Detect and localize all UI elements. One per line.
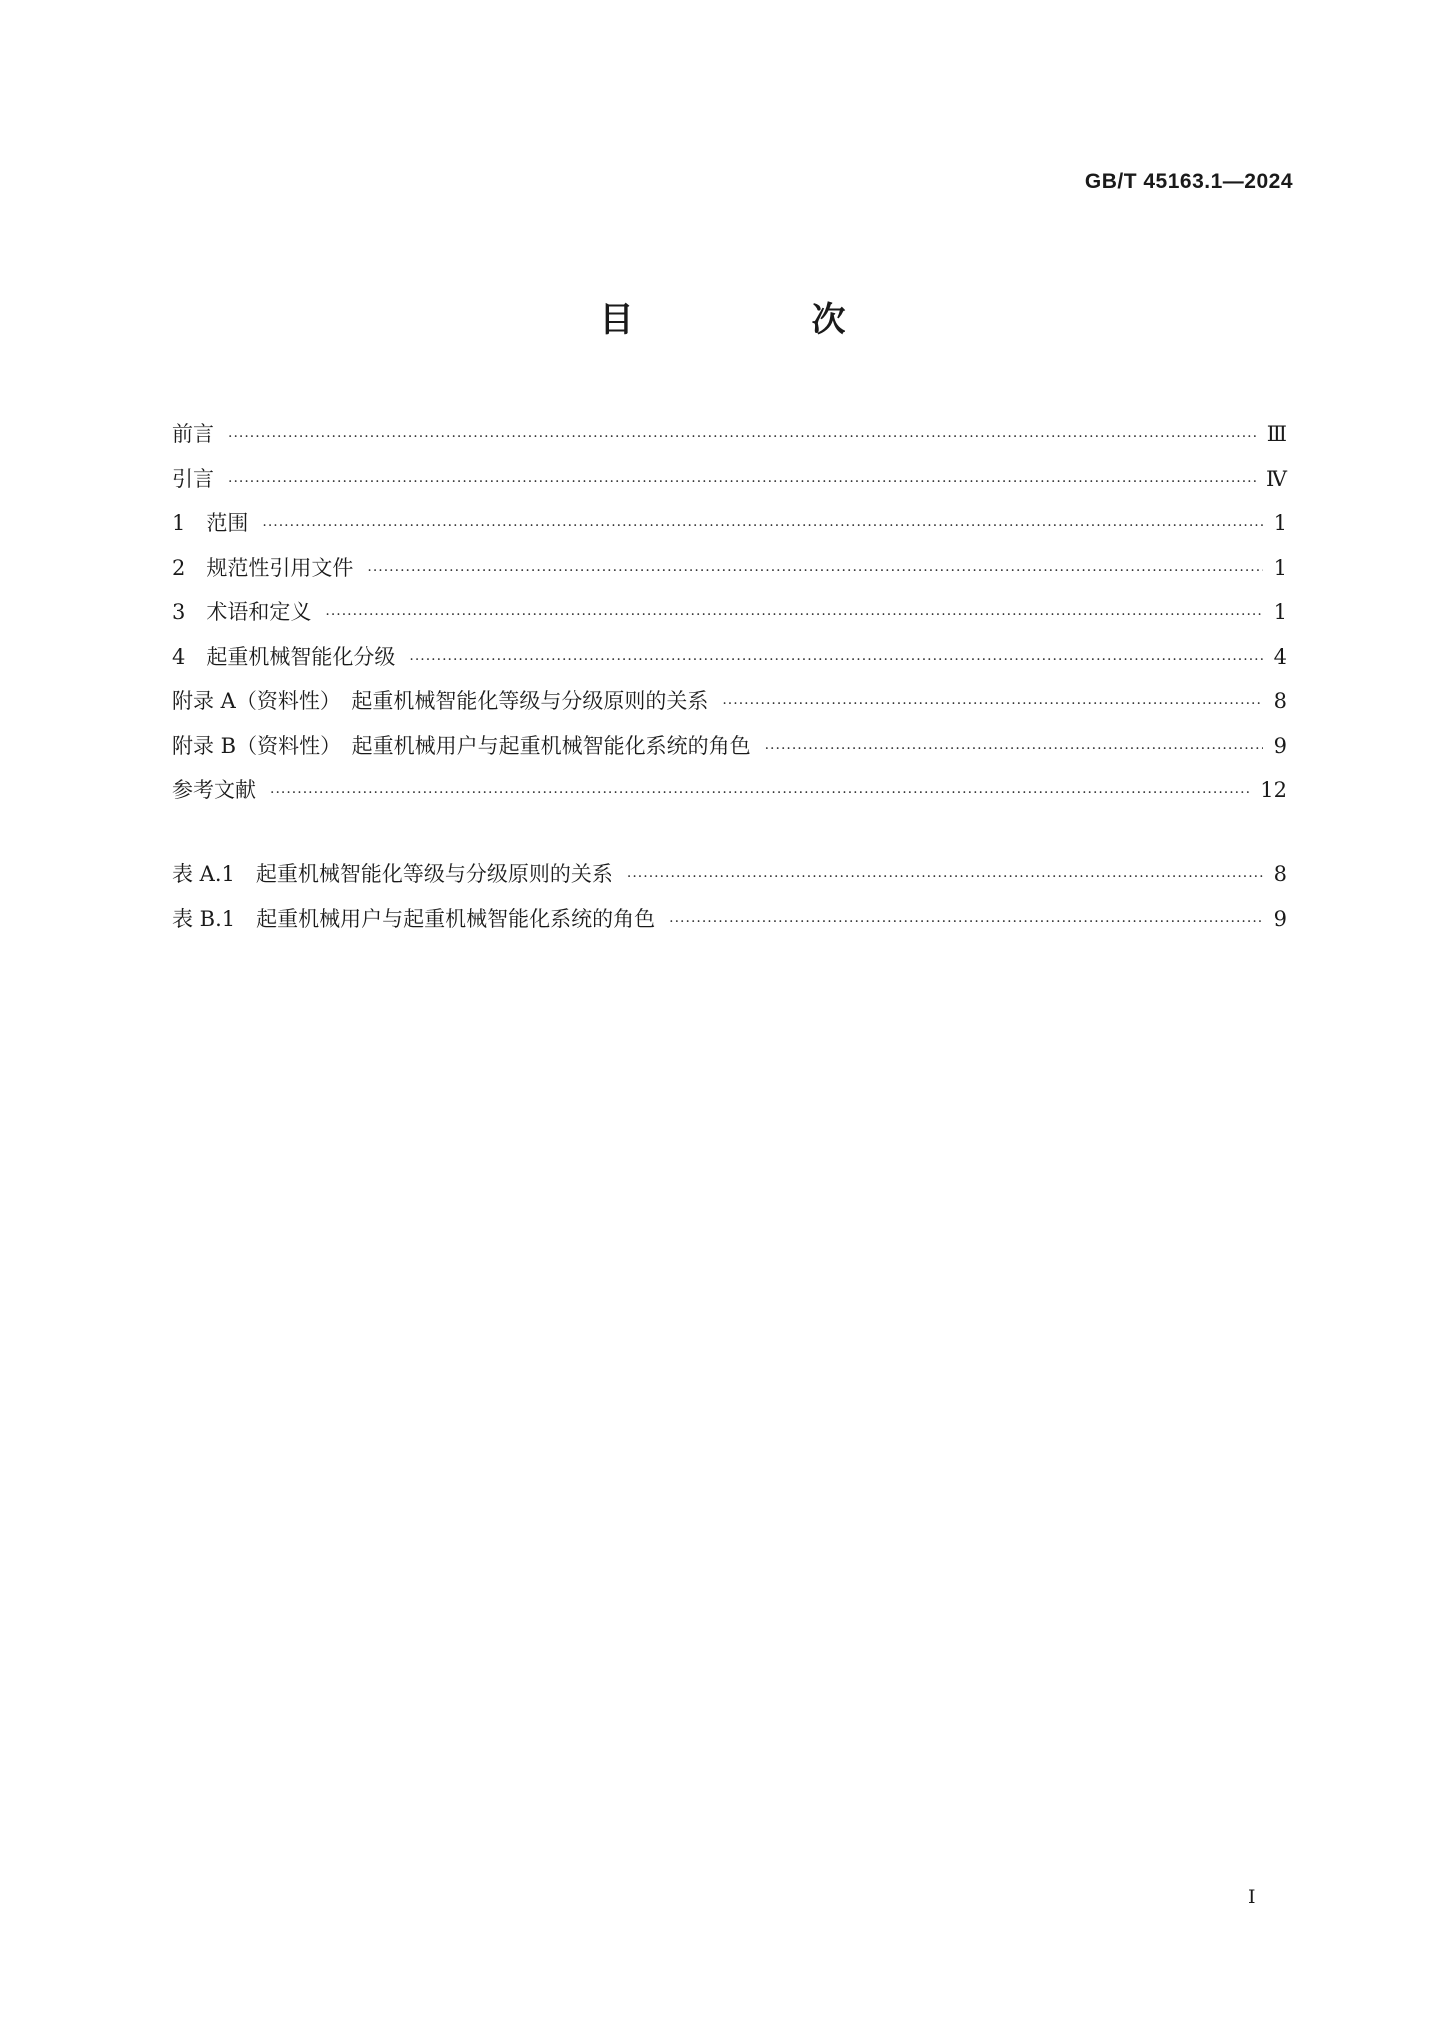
page-title: 目 次 (599, 300, 918, 340)
table-of-contents (172, 412, 1287, 813)
toc-dot-leader (262, 504, 1263, 549)
toc-entry-annex-b[interactable] (172, 724, 1287, 769)
toc-entry-table-b1[interactable] (172, 897, 1287, 942)
toc-entry-terms-definitions[interactable] (172, 590, 1287, 635)
toc-entry-label: 参考文献 (172, 778, 256, 802)
toc-entry-label: 附录 B（资料性） 起重机械用户与起重机械智能化系统的角色 (172, 733, 751, 758)
toc-entry-foreword[interactable] (172, 412, 1287, 457)
toc-entry-page: 1 (1273, 600, 1287, 624)
toc-entry-page: Ⅲ (1266, 422, 1287, 446)
toc-entry-page: 8 (1273, 689, 1287, 713)
toc-entry-page: 9 (1273, 733, 1287, 758)
toc-entry-label: 2 规范性引用文件 (172, 555, 354, 580)
toc-entry-page: 9 (1273, 906, 1287, 931)
toc-dot-leader (270, 771, 1250, 816)
toc-dot-leader (325, 593, 1263, 638)
toc-entry-page: 1 (1273, 511, 1287, 535)
toc-entry-scope[interactable] (172, 501, 1287, 546)
standard-code: GB/T 45163.1—2024 (1084, 170, 1293, 193)
toc-dot-leader (627, 855, 1263, 900)
toc-dot-leader (409, 638, 1263, 683)
toc-entry-introduction[interactable] (172, 457, 1287, 502)
toc-entry-page: 12 (1260, 778, 1287, 802)
toc-entry-label: 前言 (172, 422, 214, 446)
toc-entry-classification[interactable] (172, 635, 1287, 680)
toc-dot-leader (228, 415, 1257, 460)
toc-dot-leader (669, 900, 1263, 945)
toc-entry-label: 表 B.1 起重机械用户与起重机械智能化系统的角色 (172, 906, 656, 931)
toc-entry-bibliography[interactable] (172, 768, 1287, 813)
toc-dot-leader (765, 727, 1263, 772)
toc-entry-normative-references[interactable] (172, 546, 1287, 591)
toc-entry-page: 1 (1273, 555, 1287, 580)
toc-entry-label: 1 范围 (172, 511, 249, 535)
list-of-tables (172, 852, 1287, 941)
toc-entry-label: 引言 (172, 466, 214, 491)
toc-entry-annex-a[interactable] (172, 679, 1287, 724)
toc-dot-leader (228, 460, 1256, 505)
toc-dot-leader (367, 549, 1263, 594)
toc-entry-label: 表 A.1 起重机械智能化等级与分级原则的关系 (172, 862, 613, 886)
toc-entry-table-a1[interactable] (172, 852, 1287, 897)
toc-entry-page: 8 (1273, 862, 1287, 886)
toc-entry-label: 3 术语和定义 (172, 600, 312, 624)
toc-entry-page: 4 (1273, 644, 1287, 669)
toc-dot-leader (722, 682, 1263, 727)
toc-entry-label: 4 起重机械智能化分级 (172, 644, 396, 669)
toc-entry-label: 附录 A（资料性） 起重机械智能化等级与分级原则的关系 (172, 689, 709, 713)
page-number: I (1248, 1886, 1256, 1908)
toc-entry-page: Ⅳ (1266, 466, 1287, 491)
